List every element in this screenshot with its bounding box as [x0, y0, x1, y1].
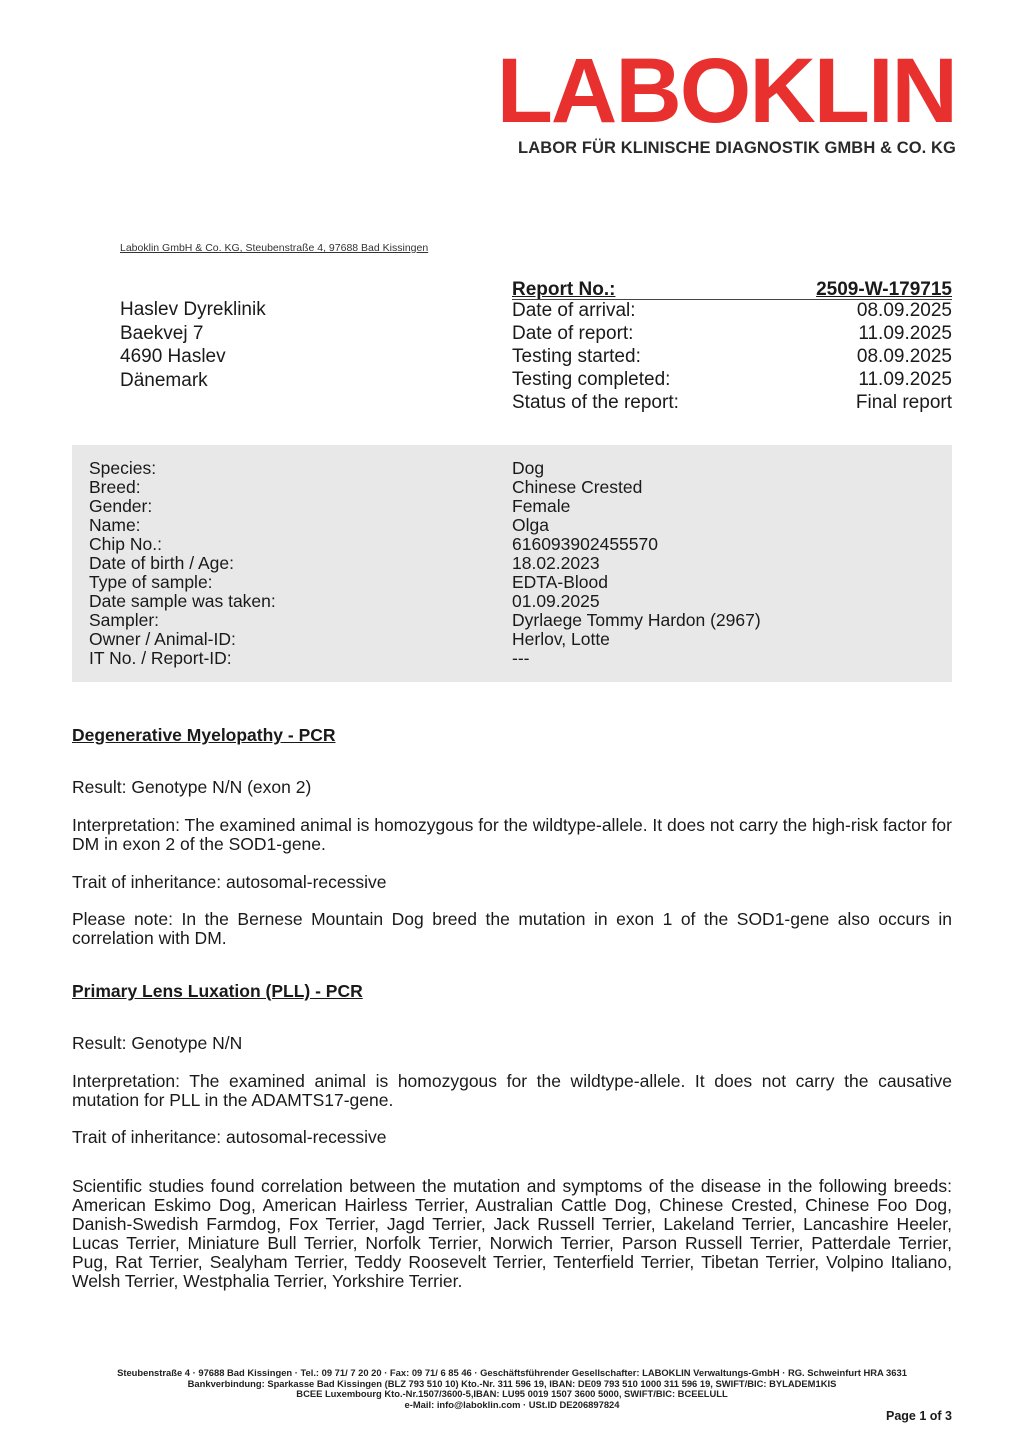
- footer-line-email: e-Mail: info@laboklin.com · USt.ID DE206897824: [404, 1398, 620, 1410]
- pll-interpretation: Interpretation: The examined animal is homozygous for the wildtype-allele. It does not carry the causative mutation for PLL in the ADAMTS17-gene.: [72, 1071, 952, 1110]
- meta-row-report-date: [512, 322, 952, 345]
- info-value-birth: 18.02.2023: [512, 553, 600, 573]
- info-value-species: Dog: [512, 458, 545, 478]
- dm-trait: Trait of inheritance: autosomal-recessive: [72, 872, 387, 892]
- recipient-city: 4690 Haslev: [120, 346, 226, 367]
- footer-line-address: Steubenstraße 4 · 97688 Bad Kissingen · Tel.: 09 71/ 7 20 20 · Fax: 09 71/ 6 85 46 · Geschäftsführender Gesellschafter: LABOKLIN Verwaltungs-GmbH · RG. Schweinfurt HRA 3631: [117, 1367, 907, 1378]
- info-label-birth: Date of birth / Age:: [89, 553, 234, 573]
- animal-info-box: [72, 445, 952, 682]
- page-indicator: Page 1 of 3: [886, 1409, 952, 1423]
- pll-result: Result: Genotype N/N: [72, 1033, 243, 1053]
- info-value-owner: Herlov, Lotte: [512, 629, 610, 649]
- info-label-breed: Breed:: [89, 477, 141, 497]
- info-label-owner: Owner / Animal-ID:: [89, 629, 236, 649]
- recipient-name: Haslev Dyreklinik: [120, 299, 266, 320]
- report-number-label: Report No.:: [512, 279, 616, 300]
- dm-note: Please note: In the Bernese Mountain Dog breed the mutation in exon 1 of the SOD1-gene also occurs in correlation with DM.: [72, 909, 952, 948]
- info-label-gender: Gender:: [89, 496, 153, 516]
- report-meta: [512, 299, 952, 414]
- animal-info-labels: [89, 459, 276, 668]
- info-label-sample-date: Date sample was taken:: [89, 591, 276, 611]
- laboklin-logo: [458, 40, 956, 158]
- info-value-sample-type: EDTA-Blood: [512, 572, 608, 592]
- dm-interpretation: Interpretation: The examined animal is homozygous for the wildtype-allele. It does not carry the high-risk factor for DM in exon 2 of the SOD1-gene.: [72, 815, 952, 854]
- meta-row-arrival: [512, 299, 952, 322]
- meta-value: 08.09.2025: [856, 300, 952, 321]
- info-value-breed: Chinese Crested: [512, 477, 643, 497]
- info-label-name: Name:: [89, 515, 141, 535]
- report-number-value: 2509-W-179715: [816, 279, 952, 300]
- info-label-it-no: IT No. / Report-ID:: [89, 648, 232, 668]
- report-number: [512, 279, 952, 300]
- pll-breeds-studies: Scientific studies found correlation between the mutation and symptoms of the disease in the following breeds: American Eskimo Dog, American Hairless Terrier, Australian Cattle Dog, Chinese Crested, Chinese Foo Dog, Danish-Swedish Farmdog, Fox Terrier, Jagd Terrier, Jack Russell Terrier, Lakeland Terrier, Lancashire Heeler, Lucas Terrier, Miniature Bull Terrier, Norfolk Terrier, Norwich Terrier, Parson Russell Terrier, Patterdale Terrier, Pug, Rat Terrier, Sealyham Terrier, Teddy Roosevelt Terrier, Tenterfield Terrier, Tibetan Terrier, Volpino Italiano, Welsh Terrier, Westphalia Terrier, Yorkshire Terrier.: [72, 1176, 952, 1291]
- info-label-species: Species:: [89, 458, 157, 478]
- animal-info-values: [512, 459, 761, 668]
- recipient-address: [120, 298, 266, 392]
- meta-value: Final report: [855, 392, 952, 413]
- logo-subtitle: LABOR FÜR KLINISCHE DIAGNOSTIK GMBH & CO. KG: [518, 139, 956, 157]
- info-label-chip: Chip No.:: [89, 534, 162, 554]
- meta-label: Status of the report:: [512, 392, 679, 413]
- meta-label: Date of arrival:: [512, 300, 636, 321]
- logo-wordmark: LABOKLIN: [496, 40, 956, 142]
- info-label-sample-type: Type of sample:: [89, 572, 213, 592]
- meta-label: Date of report:: [512, 323, 634, 344]
- info-value-gender: Female: [512, 496, 571, 516]
- meta-row-testing-completed: [512, 368, 952, 391]
- meta-row-testing-started: [512, 345, 952, 368]
- info-value-chip: 616093902455570: [512, 534, 658, 554]
- meta-value: 08.09.2025: [856, 346, 952, 367]
- meta-row-status: [512, 391, 952, 414]
- meta-label: Testing started:: [512, 346, 641, 367]
- meta-value: 11.09.2025: [858, 323, 952, 344]
- footer-line-bank: Bankverbindung: Sparkasse Bad Kissingen (BLZ 793 510 10) Kto.-Nr. 311 596 19, IBAN: DE09 793 510 1000 311 596 19, SWIFT/BIC: BYLADEM1KIS: [187, 1377, 837, 1389]
- recipient-street: Baekvej 7: [120, 322, 204, 344]
- info-value-it-no: ---: [512, 648, 530, 668]
- pll-section-title: Primary Lens Luxation (PLL) - PCR: [72, 981, 363, 1001]
- meta-label: Testing completed:: [512, 369, 671, 390]
- meta-value: 11.09.2025: [858, 369, 952, 390]
- footer-line-bcee: BCEE Luxembourg Kto.-Nr.1507/3600-5,IBAN: LU95 0019 1507 3600 5000, SWIFT/BIC: BCEELULL: [296, 1388, 728, 1399]
- info-value-sampler: Dyrlaege Tommy Hardon (2967): [512, 610, 761, 630]
- sender-address-line: Laboklin GmbH & Co. KG, Steubenstraße 4, 97688 Bad Kissingen: [120, 242, 429, 254]
- info-label-sampler: Sampler:: [89, 610, 160, 630]
- info-value-sample-date: 01.09.2025: [512, 591, 600, 611]
- dm-result: Result: Genotype N/N (exon 2): [72, 777, 312, 797]
- page-footer: [0, 1368, 1024, 1410]
- dm-section-title: Degenerative Myelopathy - PCR: [72, 725, 336, 745]
- recipient-country: Dänemark: [120, 369, 208, 391]
- pll-trait: Trait of inheritance: autosomal-recessive: [72, 1127, 387, 1147]
- info-value-name: Olga: [512, 515, 549, 535]
